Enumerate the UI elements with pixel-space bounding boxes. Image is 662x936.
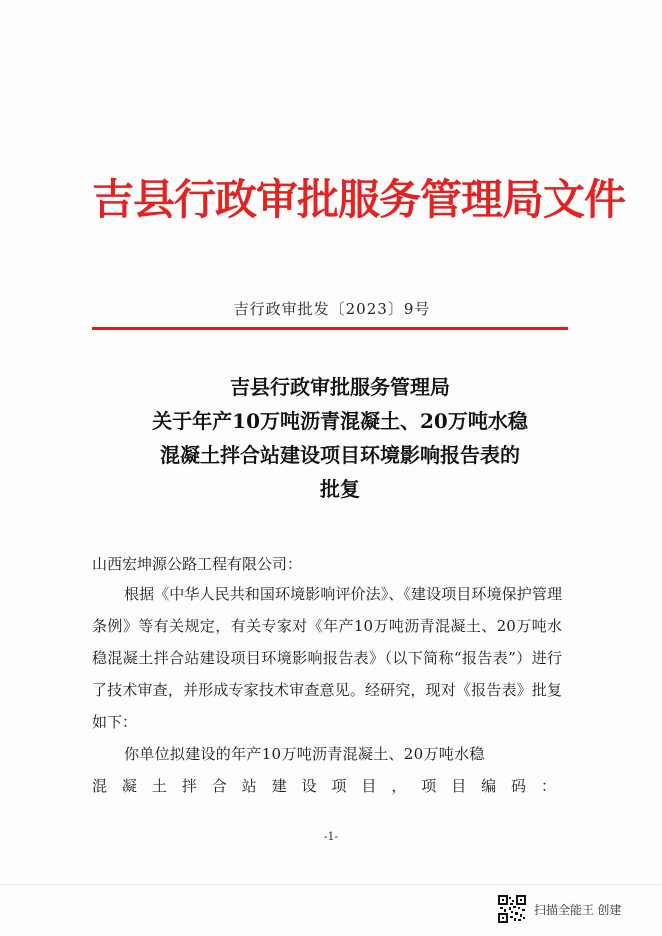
addressee: 山西宏坤源公路工程有限公司： — [92, 555, 303, 573]
paragraph-2: 你单位拟建设的年产10万吨沥青混凝土、20万吨水稳 — [124, 745, 485, 763]
watermark-text: 扫描全能王 创建 — [534, 902, 622, 917]
title-line-2: 关于年产10万吨沥青混凝土、20万吨水稳 — [152, 409, 528, 433]
scan-footer-divider — [0, 884, 662, 885]
title-line-1: 吉县行政审批服务管理局 — [230, 375, 450, 399]
masthead-title: 吉县行政审批服务管理局文件 — [92, 175, 626, 224]
paragraph-1: 根据《中华人民共和国环境影响评价法》、《建设项目环境保护管理条例》等有关规定，有关专家对《年产10万吨沥青混凝土、20万吨水稳混凝土拌合站建设项目环境影响报告表》（以下简称“报告表”）进行了技术审查，并形成专家技术审查意见。经研究，现对《报告表》批复如下： — [92, 585, 562, 731]
title-line-3: 混凝土拌合站建设项目环境影响报告表的 — [160, 443, 520, 467]
qr-code-icon — [498, 895, 526, 923]
paragraph-2-continued: 混凝土拌合站建设项目，项目编码： — [92, 777, 562, 795]
scanner-watermark — [498, 894, 621, 924]
document-number: 吉行政审批发〔2023〕9号 — [233, 300, 431, 318]
red-divider-line — [92, 327, 568, 330]
title-line-4: 批复 — [320, 477, 360, 501]
page-number: -1- — [323, 830, 339, 843]
document-body — [92, 550, 562, 802]
document-title — [80, 370, 600, 506]
